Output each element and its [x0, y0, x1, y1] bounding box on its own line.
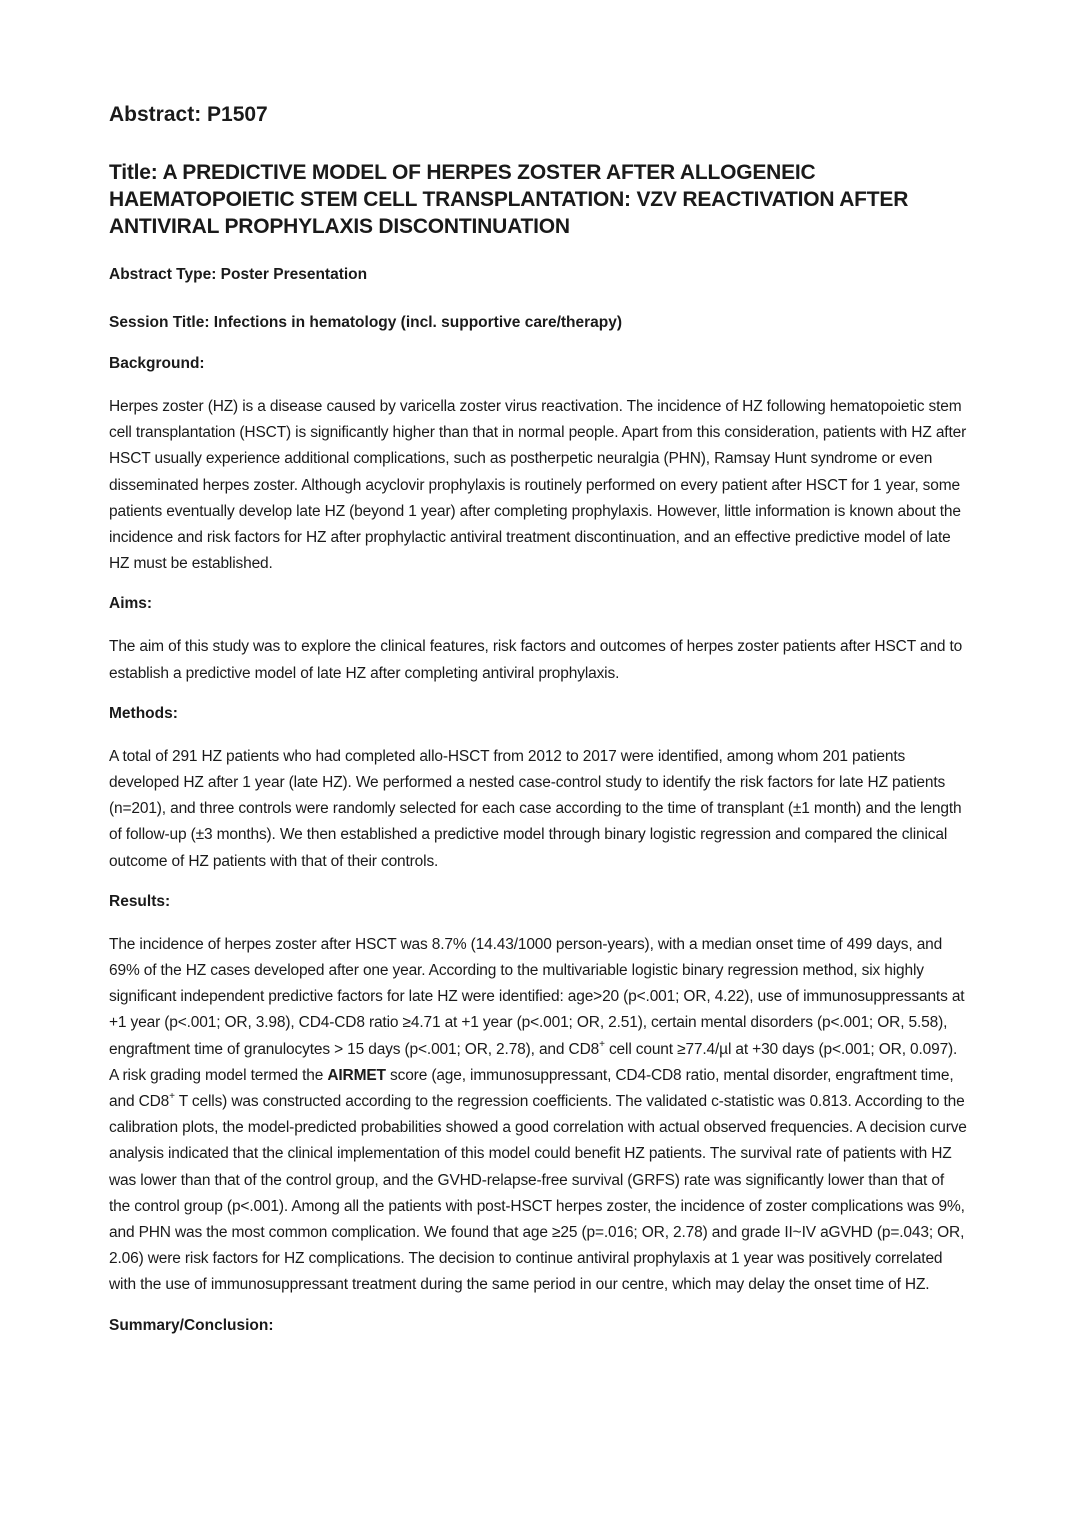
- results-text: [109, 932, 969, 1299]
- superscript-plus: +: [169, 1090, 175, 1102]
- results-text-part4: T cells) was constructed according to the regression coefficients. The validated c-statistic was 0.813. According to the calibration plots, the model-predicted probabilities showed a good correlation with actual observed frequencies. A decision curve analysis indicated that the clinical implementation of this model could benefit HZ patients. The survival rate of patients with HZ was lower than that of the control group, and the GVHD-relapse-free survival (GRFS) rate was significantly lower than that of the control group (p<.001). Among all the patients with post-HSCT herpes zoster, the incidence of zoster complications was 9%, and PHN was the most common complication. We found that age ≥25 (p=.016; OR, 2.78) and grade II~IV aGVHD (p=.043; OR, 2.06) were risk factors for HZ complications. The decision to continue antiviral prophylaxis at 1 year was positively correlated with the use of immunosuppressant treatment during the same period in our centre, which may delay the onset time of HZ.: [109, 1093, 967, 1294]
- results-text-part1: The incidence of herpes zoster after HSCT was 8.7% (14.43/1000 person-years), with a median onset time of 499 days, and 69% of the HZ cases developed after one year. According to the multivariable logistic binary regression method, six highly significant independent predictive factors for late HZ were identified: age>20 (p<.001; OR, 4.22), use of immunosuppressants at +1 year (p<.001; OR, 3.98), CD4-CD8 ratio ≥4.71 at +1 year (p<.001; OR, 2.51), certain mental disorders (p<.001; OR, 5.58), engraftment time of granulocytes > 15 days (p<.001; OR, 2.78), and CD8: [109, 935, 965, 1058]
- methods-heading: Methods:: [109, 704, 178, 722]
- airmet-term: AIRMET: [327, 1066, 386, 1084]
- results-text-part3: score (age, immunosuppressant, CD4-CD8 ratio, mental disorder, engraftment time, and CD8: [109, 1066, 954, 1111]
- superscript-plus: +: [599, 1038, 605, 1050]
- aims-text: The aim of this study was to explore the clinical features, risk factors and outcomes of herpes zoster patients after HSCT and to establish a predictive model of late HZ after completing antiviral prophylaxis.: [109, 638, 963, 682]
- results-heading: Results:: [109, 892, 171, 910]
- aims-heading: Aims:: [109, 595, 153, 613]
- methods-text: A total of 291 HZ patients who had completed allo-HSCT from 2012 to 2017 were identified, among whom 201 patients developed HZ after 1 year (late HZ). We performed a nested case-control study to identify the risk factors for late HZ patients (n=201), and three controls were randomly selected for each case according to the time of transplant (±1 month) and the length of follow-up (±3 months). We then established a predictive model through binary logistic regression and compared the clinical outcome of HZ patients with that of their controls.: [109, 747, 962, 870]
- session-title: Session Title: Infections in hematology (incl. supportive care/therapy): [109, 314, 623, 331]
- results-text-part2: cell count ≥77.4/µl at +30 days (p<.001; OR, 0.097). A risk grading model termed the: [109, 1040, 958, 1084]
- background-heading: Background:: [109, 355, 205, 372]
- abstract-id: Abstract: P1507: [109, 103, 268, 126]
- abstract-page: [109, 100, 969, 1356]
- conclusion-heading: Summary/Conclusion:: [109, 1316, 274, 1334]
- abstract-title: Title: A PREDICTIVE MODEL OF HERPES ZOSTER AFTER ALLOGENEIC HAEMATOPOIETIC STEM CELL TRANSPLANTATION: VZV REACTIVATION AFTER ANTIVIRAL PROPHYLAXIS DISCONTINUATION: [109, 161, 909, 238]
- background-text: Herpes zoster (HZ) is a disease caused by varicella zoster virus reactivation. The incidence of HZ following hematopoietic stem cell transplantation (HSCT) is significantly higher than that in normal people. Apart from this consideration, patients with HZ after HSCT usually experience additional complications, such as postherpetic neuralgia (PHN), Ramsay Hunt syndrome or even disseminated herpes zoster. Although acyclovir prophylaxis is routinely performed on every patient after HSCT for 1 year, some patients eventually develop late HZ (beyond 1 year) after completing prophylaxis. However, little information is known about the incidence and risk factors for HZ after prophylactic antiviral treatment discontinuation, and an effective predictive model of late HZ must be established.: [109, 398, 967, 573]
- abstract-type: Abstract Type: Poster Presentation: [109, 266, 368, 283]
